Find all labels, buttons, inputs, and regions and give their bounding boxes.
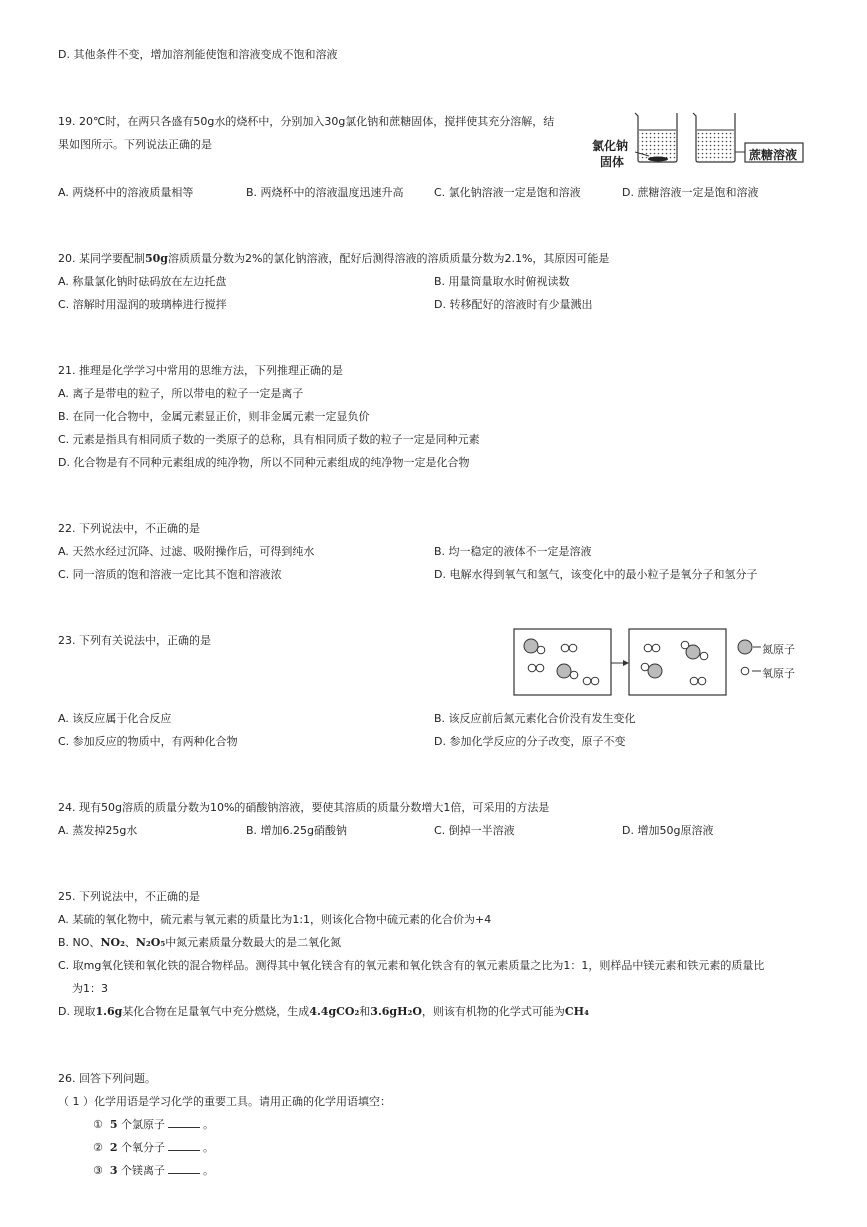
- q23-legend-nitrogen: 氮原子: [762, 643, 795, 656]
- q25-option-c-line2: 为1：3: [72, 982, 108, 995]
- q24-option-c: C. 倒掉一半溶液: [434, 824, 515, 837]
- q19-option-c: C. 氯化钠溶液一定是饱和溶液: [434, 186, 581, 199]
- q23-reaction-diagram: [512, 626, 812, 698]
- q24-option-a: A. 蒸发掉25g水: [58, 824, 138, 837]
- q22-option-c: C. 同一溶质的饱和溶液一定比其不饱和溶液浓: [58, 568, 282, 581]
- q25-option-a: A. 某硫的氧化物中，硫元素与氧元素的质量比为1:1，则该化合物中硫元素的化合价为+4: [58, 913, 492, 926]
- q24-option-d: D. 增加50g原溶液: [622, 824, 714, 837]
- q25-option-d: D. 现取1.6g某化合物在足量氧气中充分燃烧，生成4.4gCO₂和3.6gH₂O，则该有机物的化学式可能为CH₄: [58, 1005, 589, 1018]
- q25-option-c-line1: C. 取mg氧化镁和氧化铁的混合物样品。测得其中氧化镁含有的氧元素和氧化铁含有的氧元素质量之比为1：1，则样品中镁元素和铁元素的质量比: [58, 959, 765, 972]
- q19-label-nacl-1: 氯化钠: [592, 139, 629, 153]
- q21-stem: 21. 推理是化学学习中常用的思维方法，下列推理正确的是: [58, 364, 343, 377]
- q20-option-c: C. 溶解时用湿润的玻璃棒进行搅拌: [58, 298, 227, 311]
- q22-option-a: A. 天然水经过沉降、过滤、吸附操作后，可得到纯水: [58, 545, 315, 558]
- q19-option-d: D. 蔗糖溶液一定是饱和溶液: [622, 186, 759, 199]
- q25-stem: 25. 下列说法中，不正确的是: [58, 890, 200, 903]
- q24-option-b: B. 增加6.25g硝酸钠: [246, 824, 348, 837]
- q21-option-b: B. 在同一化合物中，金属元素显正价，则非金属元素一定显负价: [58, 410, 370, 423]
- q26-stem: 26. 回答下列问题。: [58, 1072, 156, 1085]
- q23-legend-oxygen: 氧原子: [762, 667, 795, 680]
- answer-blank[interactable]: [168, 1140, 200, 1151]
- q26-part1: （ 1 ）化学用语是学习化学的重要工具。请用正确的化学用语填空：: [58, 1095, 391, 1108]
- q23-option-b: B. 该反应前后氮元素化合价没有发生变化: [434, 712, 636, 725]
- q23-option-c: C. 参加反应的物质中，有两种化合物: [58, 735, 238, 748]
- q19-option-a: A. 两烧杯中的溶液质量相等: [58, 186, 194, 199]
- q22-stem: 22. 下列说法中，不正确的是: [58, 522, 200, 535]
- q20-option-d: D. 转移配好的溶液时有少量溅出: [434, 298, 593, 311]
- q21-option-d: D. 化合物是有不同种元素组成的纯净物，所以不同种元素组成的纯净物一定是化合物: [58, 456, 470, 469]
- q19-stem-line2: 果如图所示。下列说法正确的是: [58, 138, 212, 151]
- q21-option-c: C. 元素是指具有相同质子数的一类原子的总称，具有相同质子数的粒子一定是同种元素: [58, 433, 480, 446]
- q20-stem: 20. 某同学要配制50g溶质质量分数为2%的氯化钠溶液，配好后测得溶液的溶质质量分数为2.1%，其原因可能是: [58, 252, 610, 265]
- q19-stem-line1: 19. 20℃时，在两只各盛有50g水的烧杯中，分别加入30g氯化钠和蔗糖固体，搅拌使其充分溶解，结: [58, 115, 555, 128]
- answer-blank[interactable]: [168, 1163, 200, 1174]
- q26-item-1: ① 5 个氯原子 。: [93, 1118, 215, 1131]
- q18-option-d: D. 其他条件不变，增加溶剂能使饱和溶液变成不饱和溶液: [58, 48, 338, 61]
- q24-stem: 24. 现有50g溶质的质量分数为10%的硝酸钠溶液，要使其溶质的质量分数增大1倍，可采用的方法是: [58, 801, 550, 814]
- q19-label-sucrose: 蔗糖溶液: [749, 148, 798, 162]
- q21-option-a: A. 离子是带电的粒子，所以带电的粒子一定是离子: [58, 387, 304, 400]
- q20-option-a: A. 称量氯化钠时砝码放在左边托盘: [58, 275, 227, 288]
- q22-option-d: D. 电解水得到氧气和氢气，该变化中的最小粒子是氧分子和氢分子: [434, 568, 758, 581]
- q23-stem: 23. 下列有关说法中，正确的是: [58, 634, 211, 647]
- q26-item-3: ③ 3 个镁离子 。: [93, 1164, 215, 1177]
- q22-option-b: B. 均一稳定的液体不一定是溶液: [434, 545, 592, 558]
- q23-option-a: A. 该反应属于化合反应: [58, 712, 172, 725]
- q20-option-b: B. 用量筒量取水时俯视读数: [434, 275, 570, 288]
- answer-blank[interactable]: [168, 1117, 200, 1128]
- q23-option-d: D. 参加化学反应的分子改变，原子不变: [434, 735, 626, 748]
- q19-option-b: B. 两烧杯中的溶液温度迅速升高: [246, 186, 404, 199]
- q26-item-2: ② 2 个氧分子 。: [93, 1141, 215, 1154]
- q25-option-b: B. NO、NO₂、N₂O₅中氮元素质量分数最大的是二氧化氮: [58, 936, 342, 949]
- q19-label-nacl-2: 固体: [600, 155, 625, 169]
